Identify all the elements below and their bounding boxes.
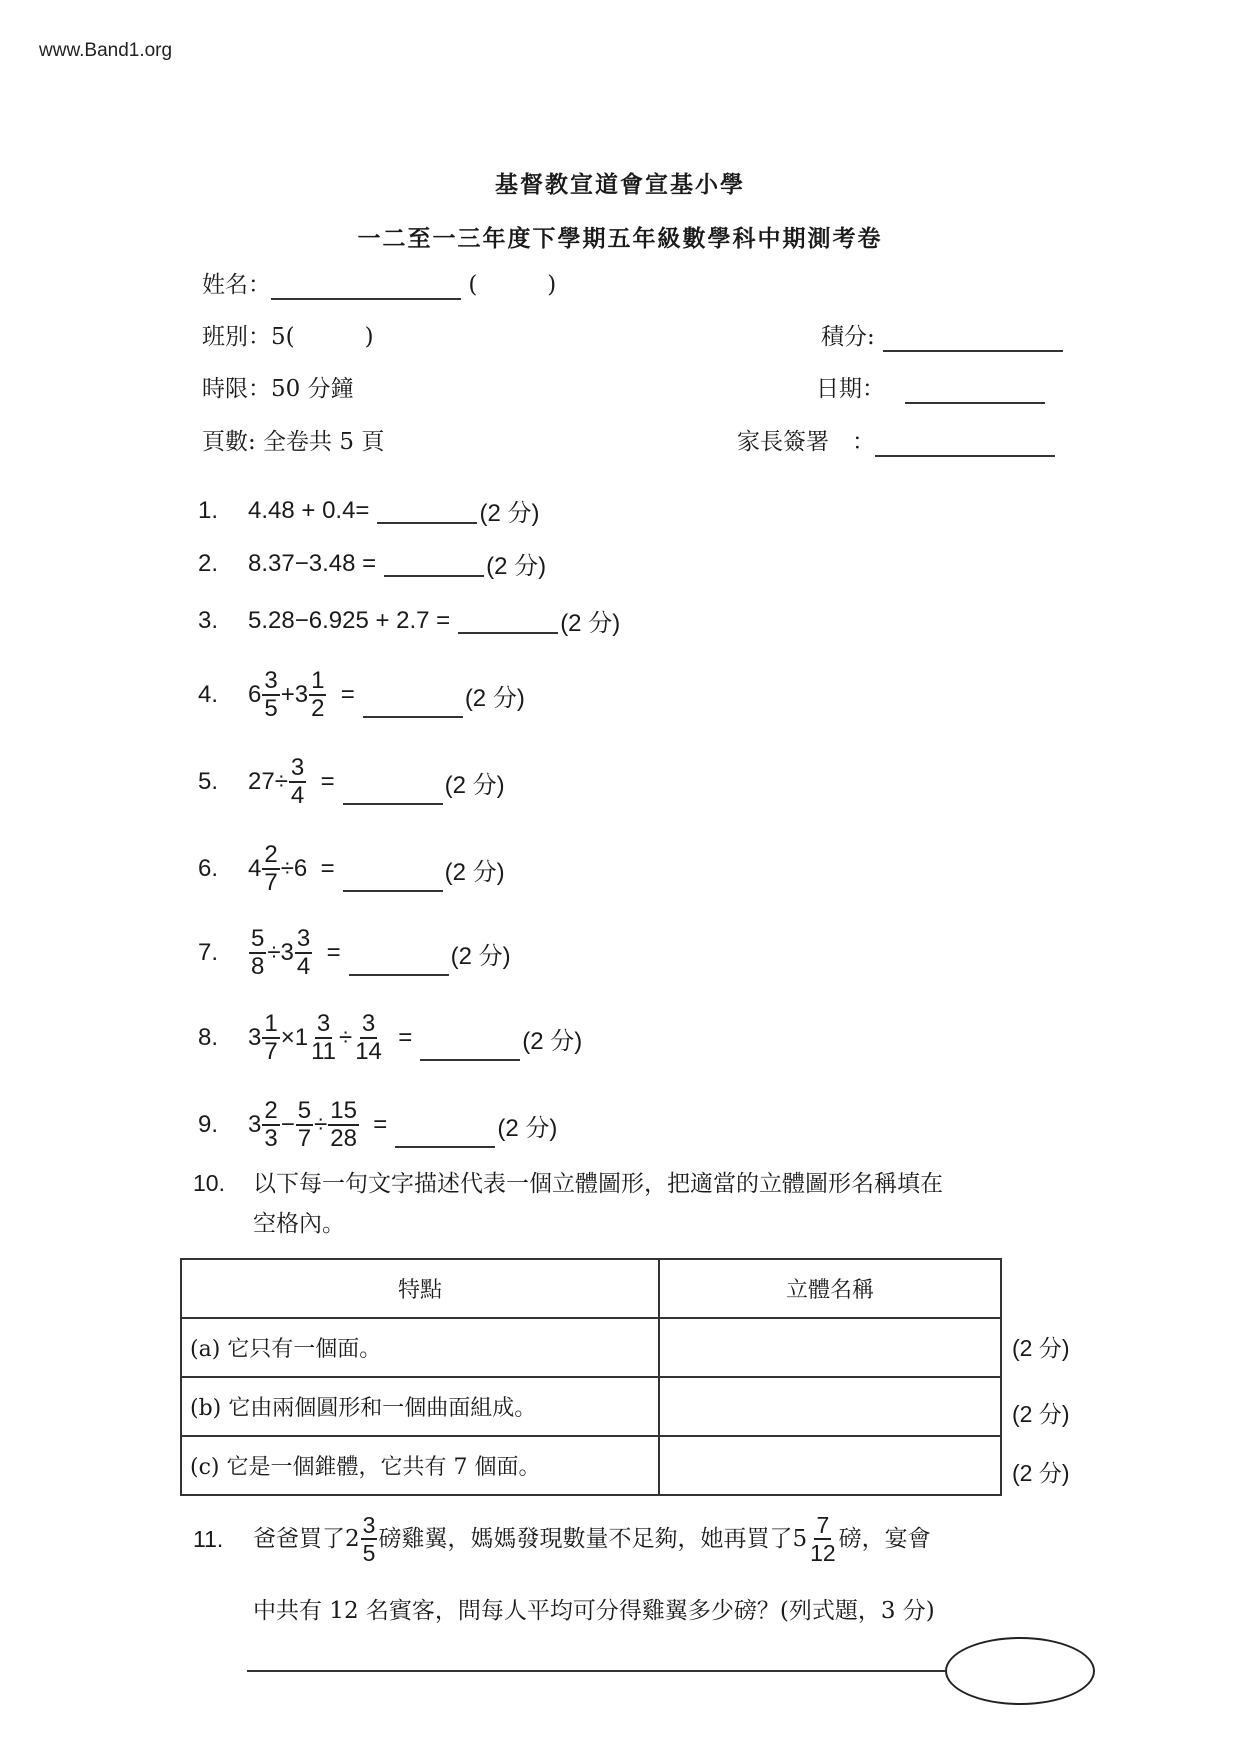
- expression-text: =: [384, 1024, 413, 1051]
- denominator: 5: [264, 695, 278, 722]
- fraction: [262, 1011, 279, 1065]
- marks: (2 分): [464, 684, 525, 712]
- denominator: 4: [290, 782, 305, 809]
- numerator: 3: [362, 1512, 376, 1538]
- answer-blank[interactable]: [363, 690, 463, 718]
- q11-text-a: 爸爸買了2: [253, 1526, 360, 1552]
- header-features: 特點: [181, 1259, 659, 1318]
- fraction: [328, 1098, 359, 1152]
- answer-blank[interactable]: [343, 777, 443, 805]
- answer-blank[interactable]: [349, 948, 449, 976]
- denominator: 5: [362, 1540, 376, 1566]
- numerator: 3: [361, 1010, 376, 1037]
- feature-b: (b) 它由兩個圓形和一個曲面組成。: [181, 1377, 659, 1436]
- numerator: 5: [297, 1097, 312, 1124]
- date-row: [816, 374, 1045, 404]
- fraction: [262, 842, 279, 896]
- question-5: [198, 755, 505, 809]
- feature-a: (a) 它只有一個面。: [181, 1318, 659, 1377]
- numerator: 15: [330, 1097, 357, 1124]
- numerator: 3: [296, 925, 311, 952]
- fraction: [309, 668, 326, 722]
- answer-blank[interactable]: [377, 496, 477, 524]
- school-name: 基督教宣道會宣基小學: [495, 171, 745, 198]
- expression-text: 4.48 + 0.4=: [248, 496, 370, 524]
- denominator: 14: [355, 1038, 382, 1065]
- table-row: [181, 1318, 1001, 1377]
- fraction: [262, 1098, 279, 1152]
- question-6: [198, 842, 505, 896]
- solids-table: [180, 1258, 1002, 1496]
- marks: (2 分): [479, 500, 540, 527]
- fraction: [309, 1011, 338, 1065]
- marks: (2 分): [444, 771, 505, 799]
- q10-line2: 空格內。: [253, 1211, 345, 1237]
- pages-info: 頁數: 全卷共 5 頁: [202, 429, 385, 455]
- table-header: [181, 1259, 1001, 1318]
- question-4: [198, 668, 525, 722]
- answer-blank[interactable]: [458, 606, 558, 634]
- q10-text: [193, 1168, 943, 1199]
- numerator: 3: [264, 667, 278, 694]
- denominator: 7: [297, 1125, 312, 1152]
- answer-blank[interactable]: [395, 1120, 495, 1148]
- marks-b: (2 分): [1012, 1401, 1070, 1427]
- question-number: 11.: [193, 1526, 224, 1552]
- question-7: [198, 926, 511, 980]
- marks: (2 分): [444, 858, 505, 886]
- q11-unit-oval[interactable]: [945, 1637, 1095, 1705]
- expression-text: ÷: [314, 1111, 328, 1138]
- q11-line1: [193, 1512, 931, 1566]
- score-label: 積分:: [821, 324, 875, 350]
- q11-text-c: 磅，宴會: [838, 1526, 931, 1552]
- exam-title: 一二至一三年度下學期五年級數學科中期測考卷: [357, 225, 883, 252]
- name-row: [202, 270, 556, 300]
- marks-c: (2 分): [1012, 1460, 1070, 1486]
- expression-text: 6: [248, 681, 262, 708]
- expression-text: 27÷: [248, 768, 288, 795]
- fraction: [296, 1098, 313, 1152]
- expression-text: 4: [248, 855, 262, 882]
- parent-sign-label: 家長簽署 ：: [737, 429, 875, 455]
- expression-text: =: [307, 768, 335, 795]
- feature-c: (c) 它是一個錐體，它共有 7 個面。: [181, 1436, 659, 1495]
- question-number: 5.: [198, 768, 219, 795]
- answer-cell-b[interactable]: [659, 1377, 1001, 1436]
- expression-text: ÷: [339, 1024, 353, 1051]
- expression-text: =: [359, 1111, 388, 1138]
- expression-text: ×1: [280, 1024, 309, 1051]
- answer-cell-c[interactable]: [659, 1436, 1001, 1495]
- question-number: 6.: [198, 855, 219, 882]
- denominator: 12: [810, 1540, 836, 1566]
- fraction: [249, 926, 266, 980]
- denominator: 2: [311, 695, 325, 722]
- parent-sign-field[interactable]: [875, 431, 1055, 457]
- class-close: ): [364, 324, 374, 350]
- denominator: 28: [330, 1125, 357, 1152]
- marks: (2 分): [560, 610, 621, 637]
- q11-text-b: 磅雞翼，媽媽發現數量不足夠，她再買了5: [378, 1526, 808, 1552]
- numerator: 7: [816, 1512, 830, 1538]
- q11-answer-line[interactable]: [247, 1670, 945, 1672]
- expression-text: ÷3: [267, 939, 294, 966]
- expression-text: 3: [248, 1111, 262, 1138]
- fraction: [262, 668, 279, 722]
- class-number-open: (: [468, 272, 478, 298]
- marks-a: (2 分): [1012, 1335, 1070, 1361]
- time-limit: 時限：50 分鐘: [202, 376, 354, 402]
- watermark: www.Band1.org: [39, 40, 173, 61]
- q11-line2: 中共有 12 名賓客，問每人平均可分得雞翼多少磅？(列式題，3 分): [253, 1598, 935, 1624]
- expression-text: ÷6 =: [280, 855, 335, 882]
- marks: (2 分): [486, 553, 547, 580]
- question-number: 3.: [198, 606, 219, 634]
- date-field[interactable]: [905, 378, 1045, 404]
- question-number: 1.: [198, 496, 219, 524]
- expression-text: =: [327, 681, 355, 708]
- question-1: [198, 493, 539, 528]
- fraction: [361, 1512, 378, 1566]
- class-row: [202, 322, 374, 352]
- parent-sign-row: [737, 427, 1055, 457]
- question-number: 2.: [198, 549, 219, 577]
- question-3: [198, 603, 620, 638]
- expression-text: =: [313, 939, 341, 966]
- class-number-close: ): [547, 272, 557, 298]
- fraction: [808, 1512, 838, 1566]
- expression-text: 8.37−3.48 =: [248, 549, 377, 577]
- question-2: [198, 546, 546, 581]
- answer-cell-a[interactable]: [659, 1318, 1001, 1377]
- date-label: 日期：: [816, 376, 885, 402]
- answer-blank[interactable]: [343, 864, 443, 892]
- denominator: 8: [251, 953, 265, 980]
- score-row: [821, 322, 1063, 352]
- numerator: 1: [311, 667, 325, 694]
- question-number: 4.: [198, 681, 219, 708]
- expression-text: +3: [280, 681, 309, 708]
- class-label: 班別：5(: [202, 324, 295, 350]
- denominator: 7: [264, 869, 278, 896]
- question-number: 10.: [193, 1170, 225, 1196]
- question-number: 8.: [198, 1024, 219, 1051]
- numerator: 3: [316, 1010, 331, 1037]
- table-row: [181, 1436, 1001, 1495]
- expression-text: 5.28−6.925 + 2.7 =: [248, 606, 451, 634]
- denominator: 3: [264, 1125, 278, 1152]
- denominator: 7: [264, 1038, 278, 1065]
- score-field[interactable]: [883, 326, 1063, 352]
- q10-line1: 以下每一句文字描述代表一個立體圖形，把適當的立體圖形名稱填在: [253, 1171, 943, 1197]
- fraction: [289, 755, 306, 809]
- denominator: 4: [296, 953, 311, 980]
- expression-text: −: [280, 1111, 295, 1138]
- question-number: 7.: [198, 939, 219, 966]
- numerator: 5: [251, 925, 265, 952]
- fraction: [295, 926, 312, 980]
- marks: (2 分): [522, 1027, 583, 1055]
- name-label: 姓名：: [202, 272, 271, 298]
- question-8: [198, 1011, 582, 1065]
- numerator: 3: [290, 754, 305, 781]
- fraction: [353, 1011, 384, 1065]
- numerator: 1: [264, 1010, 278, 1037]
- header-solid-name: 立體名稱: [659, 1259, 1001, 1318]
- marks: (2 分): [497, 1114, 558, 1142]
- numerator: 2: [264, 1097, 278, 1124]
- name-field[interactable]: [271, 274, 461, 300]
- question-number: 9.: [198, 1111, 219, 1138]
- answer-blank[interactable]: [384, 549, 484, 577]
- question-9: [198, 1098, 557, 1152]
- marks: (2 分): [450, 942, 511, 970]
- denominator: 11: [311, 1038, 337, 1065]
- answer-blank[interactable]: [420, 1033, 520, 1061]
- expression-text: 3: [248, 1024, 262, 1051]
- numerator: 2: [264, 841, 278, 868]
- table-row: [181, 1377, 1001, 1436]
